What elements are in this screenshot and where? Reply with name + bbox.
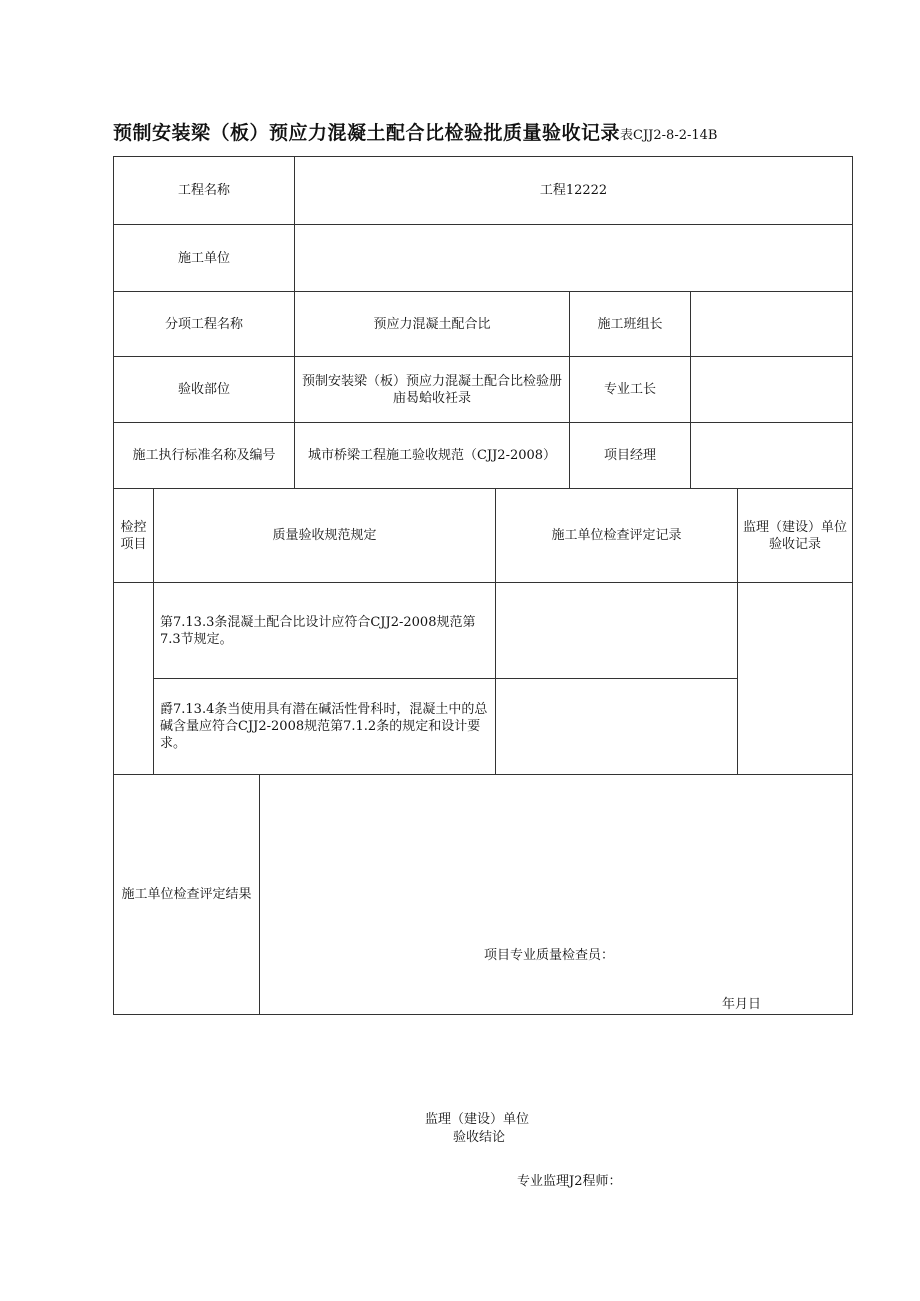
supervision-unit-line1: 监理（建设）单位 bbox=[425, 1112, 530, 1127]
col-header-spec: 质量验收规范规定 bbox=[153, 488, 496, 583]
team-leader-value[interactable] bbox=[690, 291, 853, 357]
col-header-supervision: 监理（建设）单位验收记录 bbox=[737, 488, 853, 583]
project-name-value[interactable]: 工程12222 bbox=[294, 156, 853, 225]
acceptance-part-value[interactable]: 预制安装梁（板）预应力混凝土配合比检验册庙曷蛤收衽录 bbox=[294, 356, 570, 423]
foreman-value[interactable] bbox=[690, 356, 853, 423]
standard-label: 施工执行标准名称及编号 bbox=[113, 422, 295, 489]
standard-value[interactable]: 城市桥梁工程施工验收规范（CJJ2-2008） bbox=[294, 422, 570, 489]
inspection-item-2-spec: 爵7.13.4条当使用具有潜在碱活性骨科时，混凝土中的总碱含量应符合CJJ2-2008规范第7.1.2条的规定和设计要求。 bbox=[153, 678, 496, 775]
supervision-unit-line2: 验收结论 bbox=[453, 1130, 506, 1145]
supervising-engineer-label: 专业监理J2程师： bbox=[517, 1174, 622, 1189]
title-main: 预制安装梁（板）预应力混凝土配合比检验批质量验收记录 bbox=[113, 122, 621, 144]
inspection-item-2-record[interactable] bbox=[495, 678, 738, 775]
team-leader-label: 施工班组长 bbox=[569, 291, 691, 357]
document-title bbox=[113, 118, 717, 145]
col-header-record: 施工单位检查评定记录 bbox=[495, 488, 738, 583]
item-category-cell bbox=[113, 582, 154, 775]
construction-unit-label: 施工单位 bbox=[113, 224, 295, 292]
col-header-item: 检控项目 bbox=[113, 488, 154, 583]
result-date: 年月日 bbox=[722, 997, 762, 1012]
construction-unit-value[interactable] bbox=[294, 224, 853, 292]
inspection-item-1-record[interactable] bbox=[495, 582, 738, 679]
project-name-label: 工程名称 bbox=[113, 156, 295, 225]
inspector-signature-label: 项目专业质量检查员： bbox=[484, 948, 615, 963]
result-content[interactable] bbox=[259, 774, 853, 1015]
inspection-item-1-spec: 第7.13.3条混凝土配合比设计应符合CJJ2-2008规范第7.3节规定。 bbox=[153, 582, 496, 679]
manager-value[interactable] bbox=[690, 422, 853, 489]
subproject-value[interactable]: 预应力混凝土配合比 bbox=[294, 291, 570, 357]
subproject-label: 分项工程名称 bbox=[113, 291, 295, 357]
result-label: 施工单位检查评定结果 bbox=[113, 774, 260, 1015]
supervision-record-cell[interactable] bbox=[737, 582, 853, 775]
form-code: 表CJJ2-8-2-14B bbox=[620, 128, 718, 143]
acceptance-part-label: 验收部位 bbox=[113, 356, 295, 423]
manager-label: 项目经理 bbox=[569, 422, 691, 489]
foreman-label: 专业工长 bbox=[569, 356, 691, 423]
